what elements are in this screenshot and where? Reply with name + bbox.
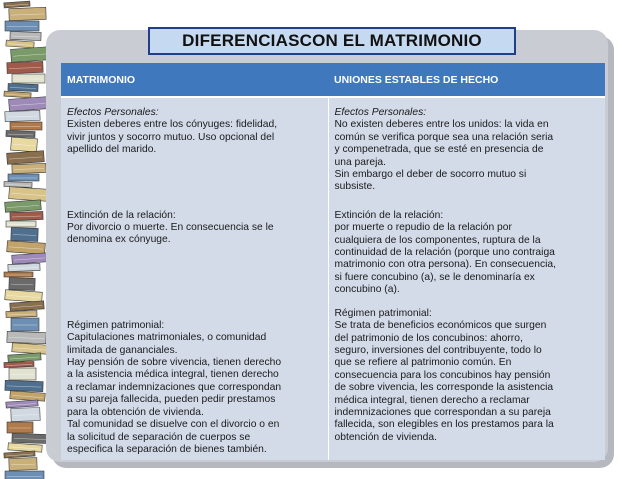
left-efectos-line: vivir juntos y socorro mutuo. Uso opcional del xyxy=(67,131,275,143)
right-extincion-line: continuidad de la relación (porque uno contraiga xyxy=(334,247,555,259)
right-efectos-line: Sin embargo el deber de socorro mutuo si xyxy=(334,169,527,181)
cell-matrimonio xyxy=(61,97,328,460)
slide-title: DIFERENCIASCON EL MATRIMONIO xyxy=(182,31,482,50)
left-efectos-heading: Efectos Personales: xyxy=(67,107,159,118)
right-regimen-line: consecuencia para los concubinos hay pensión xyxy=(334,369,551,381)
left-regimen-line: la solicitud de separación de cuerpos se xyxy=(67,431,251,443)
right-extincion-line: cualquiera de los componentes, ruptura de la xyxy=(334,234,541,246)
right-efectos-line: No existen deberes entre los unidos: la vida en xyxy=(334,119,549,131)
left-regimen-line: Hay pensión de sobre vivencia, tienen derecho xyxy=(67,357,282,369)
right-regimen-heading: Régimen patrimonial: xyxy=(334,307,432,319)
header-matrimonio: MATRIMONIO xyxy=(61,63,328,97)
right-efectos-line: una pareja. xyxy=(334,156,387,168)
right-regimen-line: seguro, inversiones del contribuyente, todo lo xyxy=(334,344,542,356)
right-extincion-line: por muerte o repudio de la relación por xyxy=(334,222,512,234)
left-extincion-line: denomina ex cónyuge. xyxy=(67,234,171,246)
right-extincion-line: concubino (a). xyxy=(334,284,400,296)
right-regimen-line: que se refiere al patrimonio común. En xyxy=(334,357,512,369)
left-regimen-line: a reclamar indemnizaciones que correspondan xyxy=(67,381,282,393)
left-regimen-line: Tal comunidad se disuelve con el divorcio o en xyxy=(67,419,280,431)
left-regimen-line: a la asistencia médica integral, tienen derecho xyxy=(67,369,279,381)
right-efectos-heading: Efectos Personales: xyxy=(334,107,427,118)
left-extincion-line: Por divorcio o muerte. En consecuencia se le xyxy=(67,222,274,234)
left-extincion-heading: Extinción de la relación: xyxy=(67,209,176,221)
right-regimen-line: fallecida, son elegibles en los prestamos para la xyxy=(334,419,554,431)
left-regimen-heading: Régimen patrimonial: xyxy=(67,319,165,331)
left-regimen-line: Capitulaciones matrimoniales, o comunidad xyxy=(67,332,267,344)
header-uniones: UNIONES ESTABLES DE HECHO xyxy=(328,63,605,97)
right-efectos-line: común se verifica porque sea una relación seria xyxy=(334,131,554,143)
right-efectos-line: subsiste. xyxy=(334,181,376,193)
right-regimen-line: indemnizaciones que correspondan a su pareja xyxy=(334,406,551,418)
right-extincion-line: matrimonio con otra persona). En consecuencia, xyxy=(334,259,556,271)
slide-title-box xyxy=(148,27,516,55)
right-efectos-line: y compenetrada, que se esté en presencia de xyxy=(334,144,544,156)
left-regimen-line: a su pareja fallecida, pueden pedir prestamos xyxy=(67,394,276,406)
right-extincion-heading: Extinción de la relación: xyxy=(334,209,444,221)
right-regimen-line: del patrimonio de los concubinos: ahorro, xyxy=(334,332,523,344)
left-regimen-line: para la obtención de vivienda. xyxy=(67,406,204,418)
right-regimen-line: médica integral, tienen derecho a reclamar xyxy=(334,394,530,406)
stacked-books-icon xyxy=(0,0,48,479)
left-regimen-line: limitada de gananciales. xyxy=(67,344,178,356)
comparison-table xyxy=(61,63,605,460)
right-extincion-line: si fuere concubino (a), se le denominaría ex xyxy=(334,271,535,283)
cell-uniones xyxy=(328,97,605,460)
right-regimen-line: obtención de vivienda. xyxy=(334,431,437,443)
right-regimen-line: Se trata de beneficios económicos que surgen xyxy=(334,320,547,332)
left-efectos-line: apellido del marido. xyxy=(67,144,157,156)
left-regimen-line: especifica la separación de bienes también. xyxy=(67,443,267,455)
left-efectos-line: Existen deberes entre los cónyuges: fidelidad, xyxy=(67,119,278,131)
right-regimen-line: de sobre vivencia, les corresponde la asistencia xyxy=(334,382,554,394)
